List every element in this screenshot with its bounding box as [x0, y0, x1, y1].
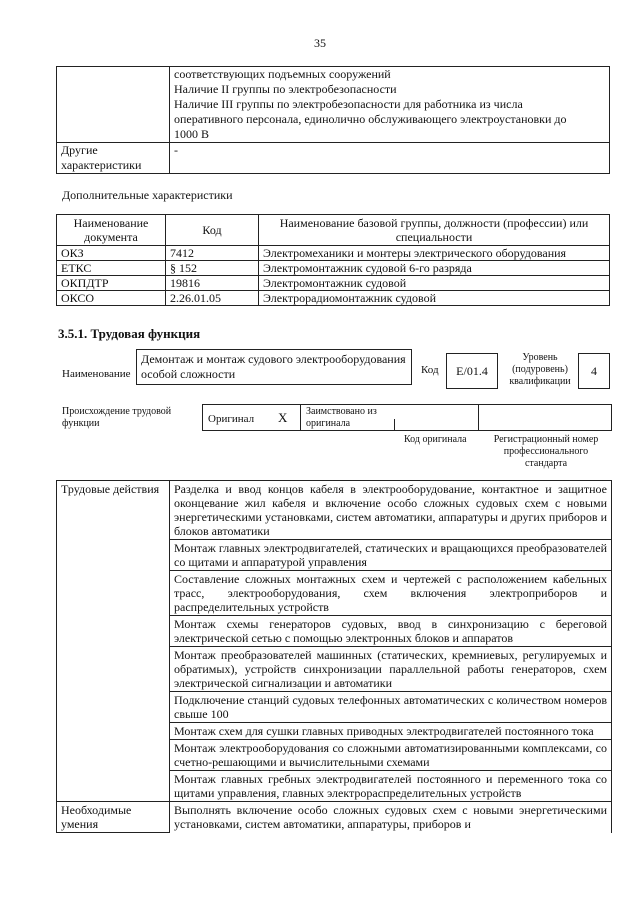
requirement-line: оперативного персонала, единолично обслуживающего электроустановки до	[174, 112, 567, 126]
name-label: Наименование	[62, 368, 131, 380]
level-label: Уровень (подуровень) квалификации	[509, 352, 571, 387]
table-cell: ОКСО	[57, 291, 166, 306]
table-cell: ЕТКС	[57, 261, 166, 276]
divider	[300, 404, 301, 431]
column-header: Наименование базовой группы, должности (профессии) или специальности	[259, 215, 610, 246]
requirement-line: соответствующих подъемных сооружений	[174, 67, 391, 81]
function-name-value: Демонтаж и монтаж судового электрооборудования особой сложности	[136, 349, 412, 385]
column-header: Наименование документа	[57, 215, 166, 246]
table-cell: ОКЗ	[57, 246, 166, 261]
skill-item: Выполнять включение особо сложных судовых схем с новыми энергетическими установками, систем автоматики, аппаратуры, приборов и	[170, 802, 612, 833]
labor-action-item: Разделка и ввод концов кабеля в электрооборудование, контактное и защитное оконцевание жил кабеля и включение особо сложных судовых схем с новыми энергетическими установками, систем автоматики, аппаратуры и других приборов и блоков автоматики	[170, 481, 612, 540]
table-cell: ОКПДТР	[57, 276, 166, 291]
column-header: Код	[166, 215, 259, 246]
table-cell: 2.26.01.05	[166, 291, 259, 306]
labor-actions-label: Трудовые действия	[57, 481, 170, 802]
table-row	[57, 291, 610, 306]
borrowed-label: Заимствовано из оригинала	[306, 406, 377, 429]
level-value: 4	[578, 353, 610, 389]
labor-action-item: Монтаж электрооборудования со сложными автоматизированными комплексами, со счетно-решающими и вычислительными схемами	[170, 740, 612, 771]
table-row	[57, 276, 610, 291]
table-cell: 19816	[166, 276, 259, 291]
code-original-label: Код оригинала	[404, 434, 467, 445]
labor-action-item: Составление сложных монтажных схем и чертежей с расположением кабельных трасс, электрооборудования, схем включения электроприборов и распределительных устройств	[170, 571, 612, 616]
table-row	[57, 802, 612, 833]
table-row	[57, 246, 610, 261]
labor-action-item: Монтаж главных гребных электродвигателей постоянного и переменного тока со щитами управления, главных электрораспределительных устройств	[170, 771, 612, 802]
empty-label-cell	[57, 67, 170, 143]
divider	[478, 404, 479, 431]
requirement-line: Наличие II группы по электробезопасности	[174, 82, 397, 96]
origin-label: Происхождение трудовой функции	[62, 406, 172, 429]
table-cell: Электрорадиомонтажник судовой	[259, 291, 610, 306]
requirement-line: 1000 В	[174, 127, 210, 141]
table-header-row	[57, 215, 610, 246]
page-number: 35	[314, 36, 326, 50]
labor-action-item: Подключение станций судовых телефонных автоматических с количеством номеров свыше 100	[170, 692, 612, 723]
divider	[394, 419, 395, 431]
original-mark: X	[278, 410, 288, 425]
registration-number-label: Регистрационный номер профессионального стандарта	[493, 434, 599, 469]
skills-label: Необходимые умения	[57, 802, 170, 833]
table-row	[57, 481, 612, 540]
additional-characteristics-heading: Дополнительные характеристики	[62, 188, 233, 202]
other-characteristics-label: Другие характеристики	[57, 143, 170, 174]
table-cell: 7412	[166, 246, 259, 261]
origin-box	[202, 404, 612, 431]
other-characteristics-value: -	[170, 143, 610, 174]
requirements-cell	[170, 67, 610, 143]
documents-table	[56, 214, 610, 306]
table-cell: Электромонтажник судовой	[259, 276, 610, 291]
table-cell: Электромеханики и монтеры электрического оборудования	[259, 246, 610, 261]
table-cell: Электромонтажник судовой 6-го разряда	[259, 261, 610, 276]
labor-action-item: Монтаж главных электродвигателей, статических и вращающихся преобразователей со щитами и аппаратурой управления	[170, 540, 612, 571]
table-cell: § 152	[166, 261, 259, 276]
labor-action-item: Монтаж преобразователей машинных (статических, кремниевых, регулируемых и обратимых), устройств синхронизации параллельной работы генераторов, схем электрической сигнализации и автоматики	[170, 647, 612, 692]
table-row	[57, 261, 610, 276]
labor-action-item: Монтаж схем для сушки главных приводных электродвигателей постоянного тока	[170, 723, 612, 740]
requirement-line: Наличие III группы по электробезопасности для работника из числа	[174, 97, 523, 111]
qualification-requirements-table	[56, 66, 610, 174]
code-label: Код	[421, 364, 439, 376]
section-title: 3.5.1. Трудовая функция	[58, 326, 201, 341]
function-code-value: E/01.4	[446, 353, 498, 389]
labor-function-table	[56, 480, 612, 833]
labor-action-item: Монтаж схемы генераторов судовых, ввод в синхронизацию с береговой электрической сетью с помощью электронных блоков и аппаратов	[170, 616, 612, 647]
original-label: Оригинал	[208, 413, 255, 425]
